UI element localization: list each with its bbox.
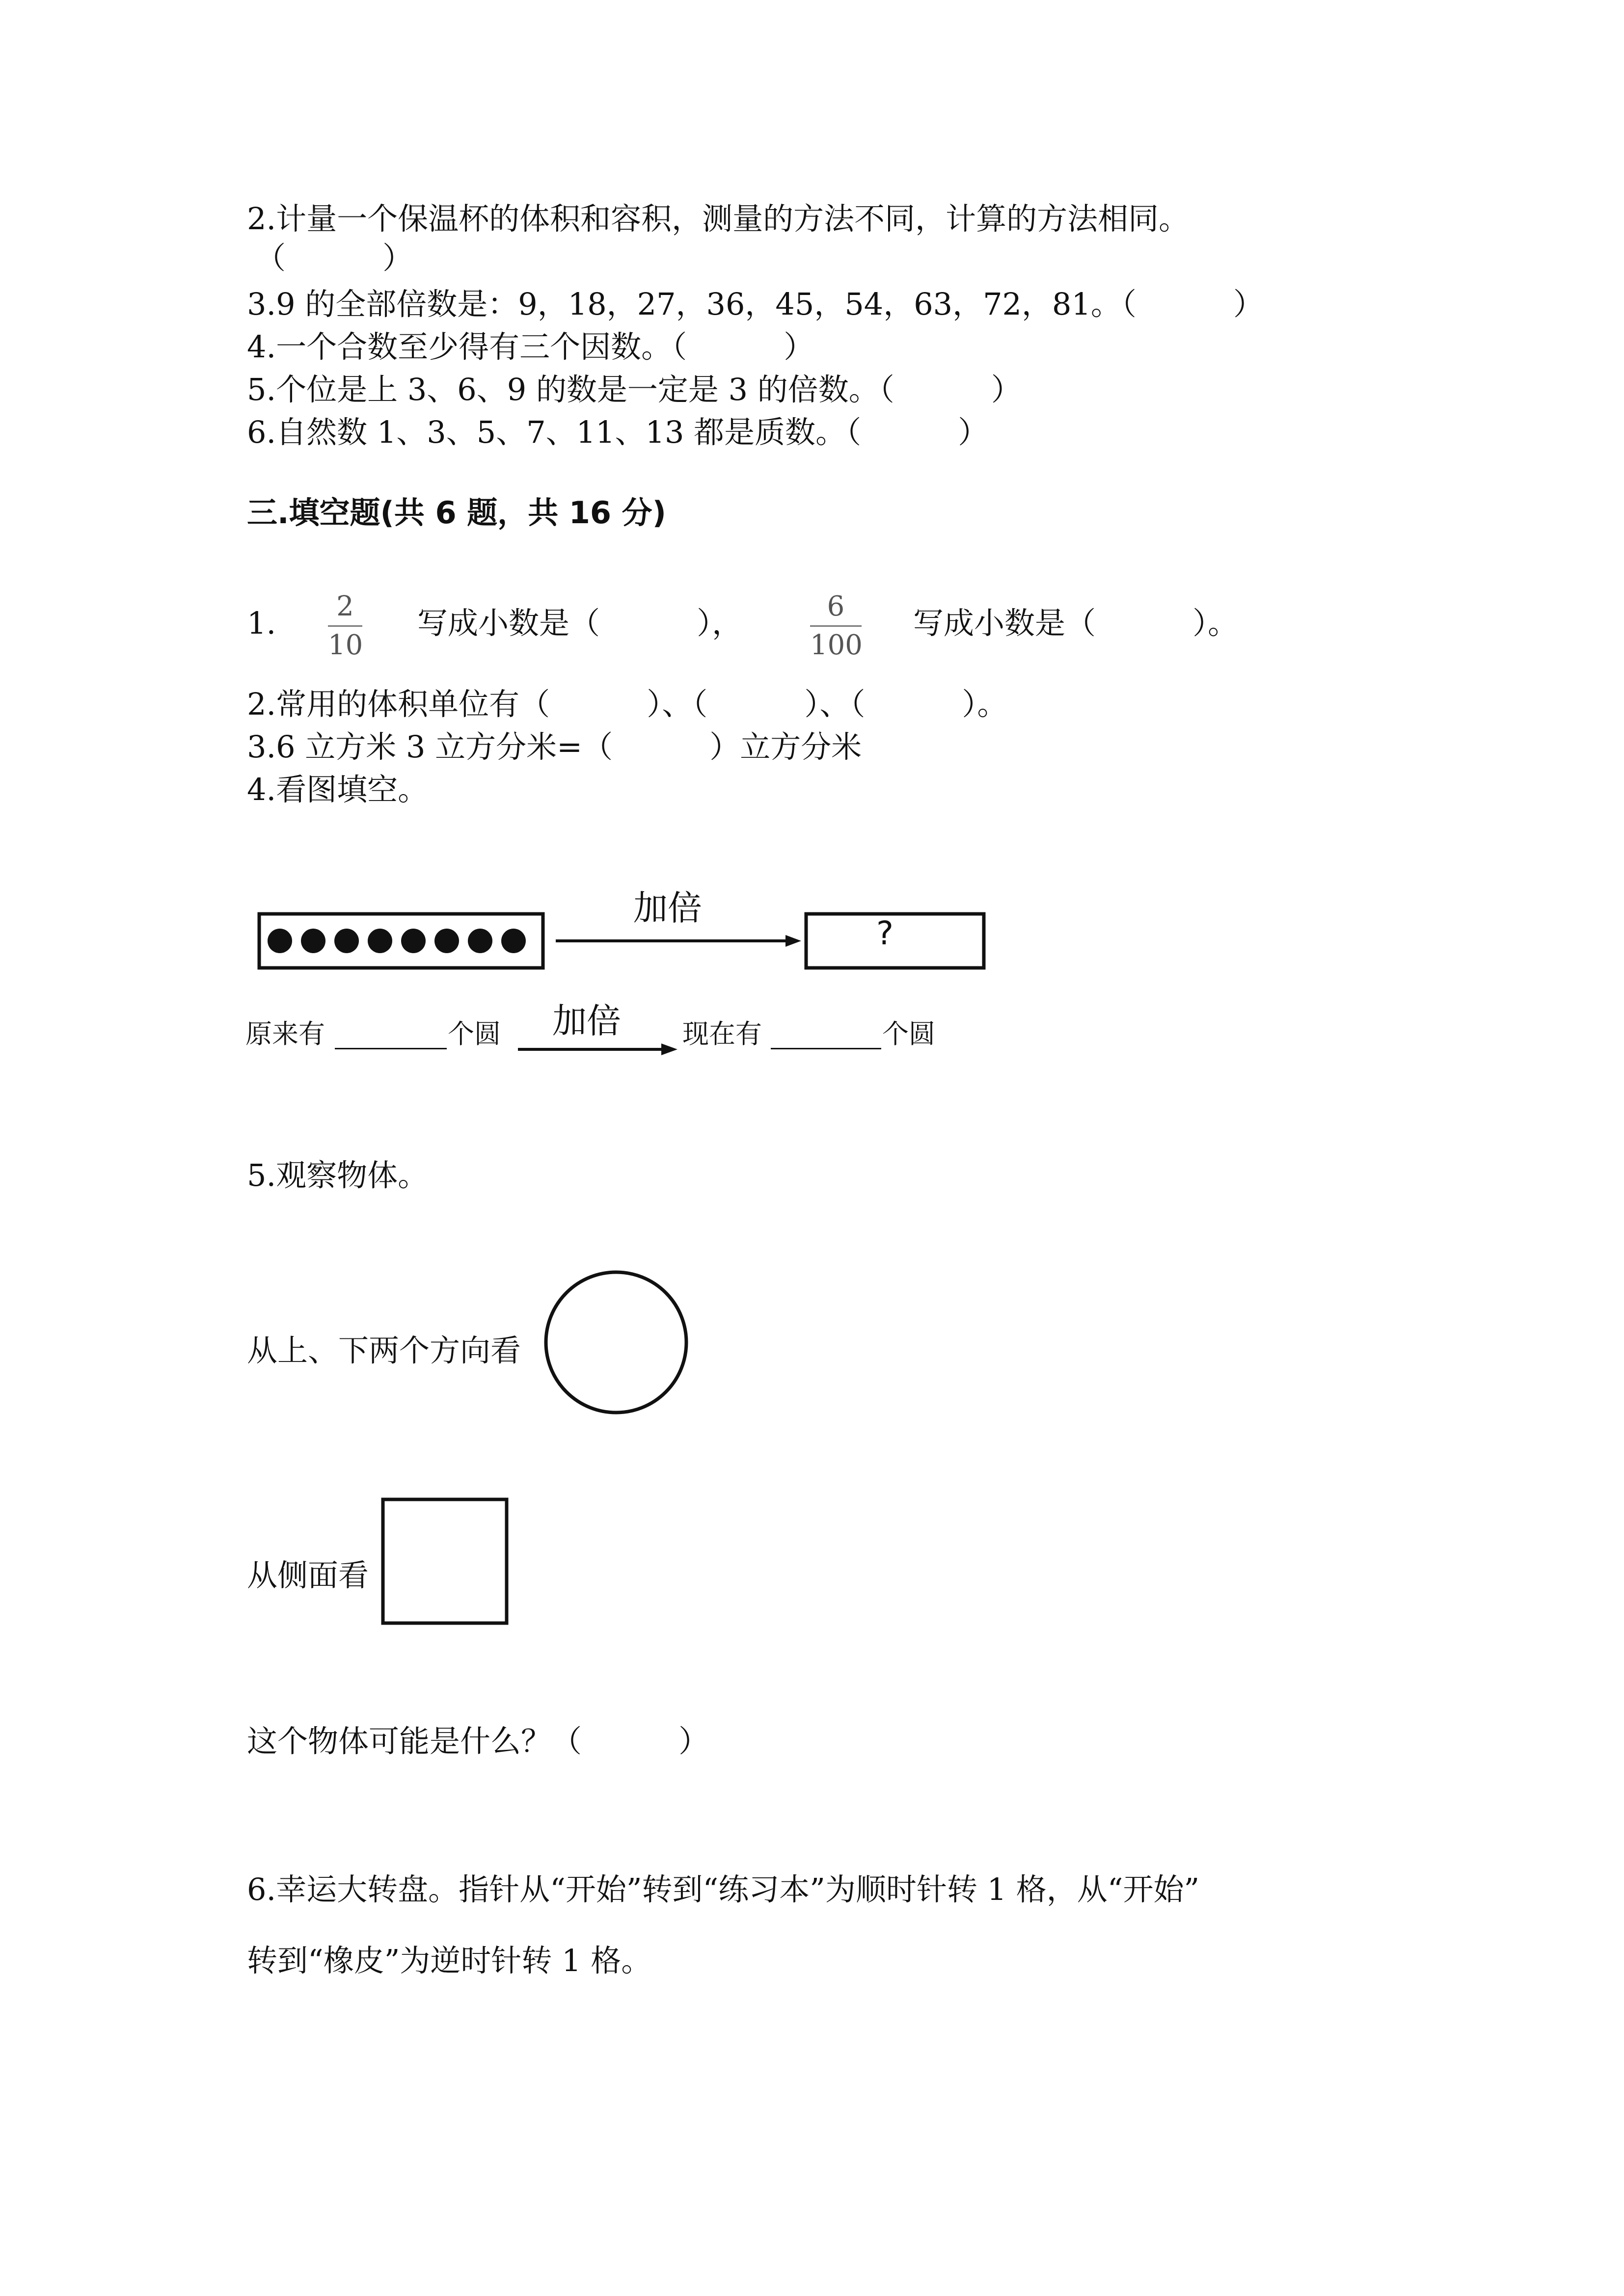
judge-q2-line1: 2.计量一个保温杯的体积和容积，测量的方法不同，计算的方法相同。 (247, 201, 1190, 237)
original-count-blank[interactable] (335, 1048, 447, 1049)
now-count-blank[interactable] (771, 1048, 881, 1049)
fill-q1-prefix: 1. (247, 605, 276, 641)
square-shape (383, 1499, 507, 1623)
fill-q1-text1: 写成小数是（ ）， (417, 605, 743, 641)
result-box (806, 914, 984, 968)
original-label: 原来有 (245, 1018, 325, 1049)
judge-q3: 3.9 的全部倍数是：9，18，27，36，45，54，63，72，81。（ ） (247, 286, 1264, 322)
fraction-denominator: 100 (810, 629, 863, 661)
fill-q1-text2: 写成小数是（ ）。 (913, 605, 1239, 641)
dot (301, 929, 325, 953)
side-view-label: 从侧面看 (247, 1557, 369, 1593)
dot (401, 929, 426, 953)
judge-q5: 5.个位是上 3、6、9 的数是一定是 3 的倍数。（ ） (247, 372, 1022, 407)
fill-q5-question: 这个物体可能是什么？（ ） (247, 1723, 709, 1759)
double-arrow-2 (518, 1040, 680, 1059)
fraction-bar (810, 625, 862, 627)
section3-heading: 三.填空题(共 6 题，共 16 分) (247, 495, 666, 531)
dot (434, 929, 459, 953)
fraction-numerator: 6 (827, 590, 845, 622)
fraction-numerator: 2 (336, 590, 354, 622)
question-mark: ? (876, 914, 894, 952)
fraction-2-10 (328, 590, 363, 661)
circle-view (540, 1266, 692, 1418)
fill-q4-text: 4.看图填空。 (247, 772, 429, 807)
fill-q6-line2: 转到“橡皮”为逆时针转 1 格。 (247, 1943, 652, 1978)
fill-q6-line1: 6.幸运大转盘。指针从“开始”转到“练习本”为顺时针转 1 格，从“开始” (247, 1871, 1200, 1907)
now-label: 现在有 (682, 1018, 762, 1049)
square-view (380, 1497, 513, 1629)
fraction-6-100 (810, 590, 863, 661)
judge-q4: 4.一个合数至少得有三个因数。（ ） (247, 329, 814, 365)
dot (368, 929, 392, 953)
fraction-denominator: 10 (328, 629, 363, 661)
top-view-label: 从上、下两个方向看 (247, 1333, 521, 1368)
fill-q2: 2.常用的体积单位有（ ）、（ ）、（ ）。 (247, 686, 1008, 722)
judge-q2-answer-blank[interactable]: （ ） (255, 240, 413, 276)
circle-shape (546, 1272, 686, 1413)
fill-q5-text: 5.观察物体。 (247, 1157, 429, 1193)
dots-group (268, 929, 526, 953)
dot (268, 929, 292, 953)
double-arrow-label-2: 加倍 (552, 1001, 621, 1041)
unit-label-1: 个圆 (448, 1018, 501, 1049)
double-arrow-label: 加倍 (633, 888, 702, 928)
dot (334, 929, 359, 953)
dot (468, 929, 492, 953)
double-arrow-head (785, 935, 801, 947)
fraction-bar (328, 625, 362, 627)
judge-q6: 6.自然数 1、3、5、7、11、13 都是质数。（ ） (247, 414, 989, 450)
unit-label-2: 个圆 (882, 1018, 935, 1049)
dot (501, 929, 526, 953)
fill-q3: 3.6 立方米 3 立方分米=（ ）立方分米 (247, 729, 862, 765)
